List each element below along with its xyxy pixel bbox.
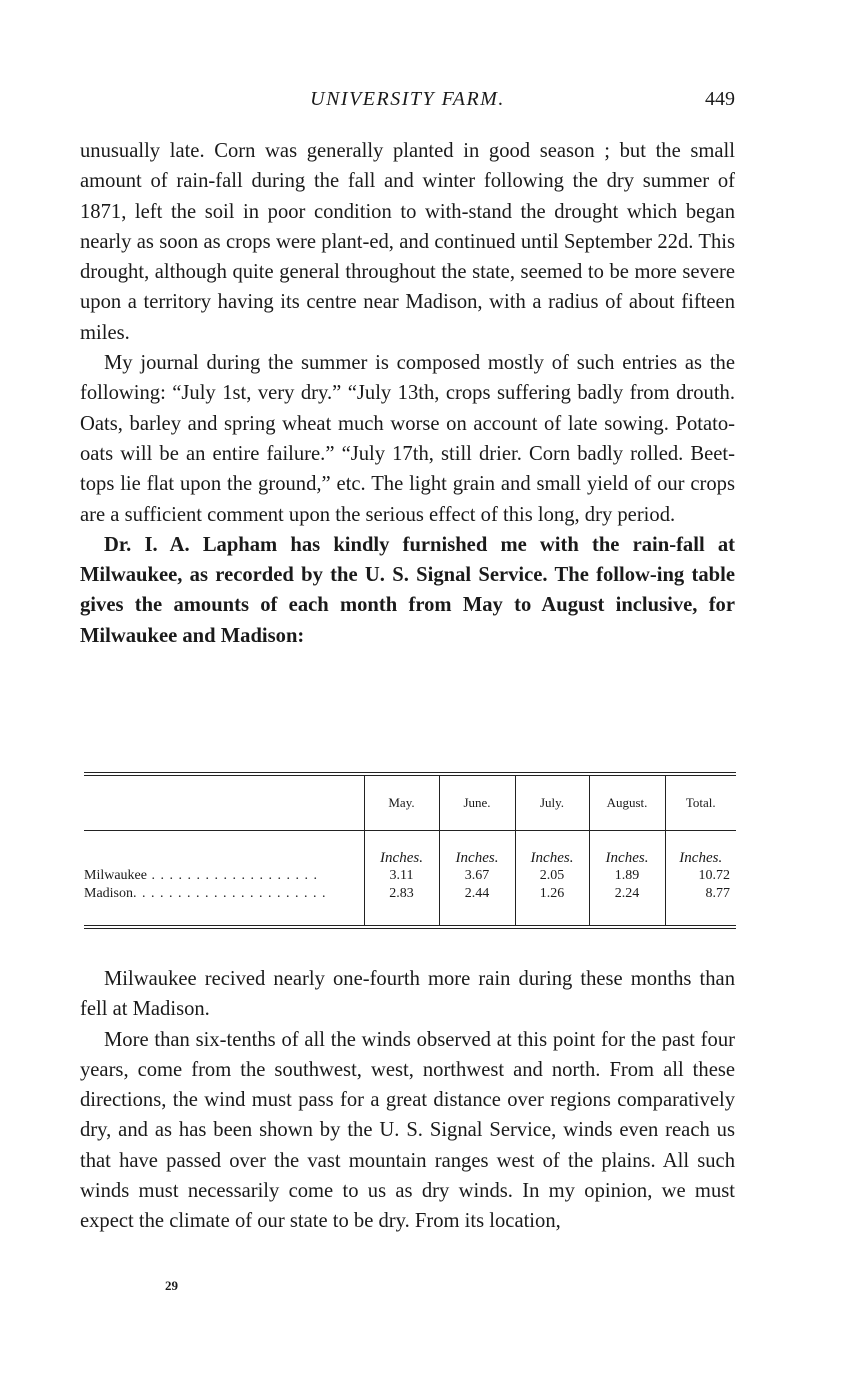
- column-header-total: Total.: [665, 774, 736, 831]
- page-number: 449: [705, 88, 735, 110]
- rainfall-table: [84, 772, 736, 929]
- cell-madison-august: 2.24: [589, 885, 665, 903]
- cell-madison-total: 8.77: [665, 885, 736, 903]
- unit-total: Inches.: [665, 831, 736, 868]
- table-row: [84, 885, 736, 903]
- unit-june: Inches.: [439, 831, 515, 868]
- text-block-after-table: [80, 964, 735, 1237]
- cell-milwaukee-june: 3.67: [439, 867, 515, 885]
- cell-madison-may: 2.83: [364, 885, 439, 903]
- cell-milwaukee-total: 10.72: [665, 867, 736, 885]
- table-header-row: [84, 774, 736, 831]
- running-title: UNIVERSITY FARM.: [310, 88, 505, 110]
- paragraph-4: Milwaukee recived nearly one-fourth more rain during these months than fell at Madison.: [80, 968, 735, 1021]
- cell-milwaukee-august: 1.89: [589, 867, 665, 885]
- dot-leader: . . . . . . . . . . . . . . . . . . .: [146, 868, 318, 883]
- cell-milwaukee-july: 2.05: [515, 867, 589, 885]
- row-label-text: Madison: [84, 886, 133, 901]
- row-label-text: Milwaukee: [84, 868, 147, 883]
- signature-mark: 29: [165, 1278, 178, 1293]
- column-header-august: August.: [589, 774, 665, 831]
- units-row: [84, 831, 736, 868]
- row-label-milwaukee: [84, 867, 364, 885]
- table-bottom-spacer: [84, 903, 736, 927]
- paragraph-1: unusually late. Corn was generally planted in good season ; but the small amount of rain-fall during the fall and winter following the dry summer of 1871, left the soil in poor condition to with-stand the drought which began nearly as soon as crops were plant-ed, and continued until September 22d. This drought, although quite general throughout the state, seemed to be more severe upon a territory having its centre near Madison, with a radius of about fifteen miles.: [80, 140, 735, 344]
- paragraph-5: More than six-tenths of all the winds observed at this point for the past four years, come from the southwest, west, northwest and north. From all these directions, the wind must pass for a great distance over regions comparatively dry, and as has been shown by the U. S. Signal Service, winds even reach us that have passed over the vast mountain ranges west of the plains. All such winds must necessarily come to us as dry winds. In my opinion, we must expect the climate of our state to be dry. From its location,: [80, 1028, 735, 1233]
- unit-august: Inches.: [589, 831, 665, 868]
- text-block-before-table: [80, 136, 735, 651]
- cell-madison-july: 1.26: [515, 885, 589, 903]
- table-row: [84, 867, 736, 885]
- column-header-july: July.: [515, 774, 589, 831]
- column-header-june: June.: [439, 774, 515, 831]
- running-head: [80, 88, 735, 114]
- row-label-madison: [84, 885, 364, 903]
- dot-leader: . . . . . . . . . . . . . . . . . . . . . .: [133, 886, 327, 901]
- paragraph-2: My journal during the summer is composed mostly of such entries as the following: “July 1st, very dry.” “July 13th, crops suffering badly from drouth. Oats, barley and spring wheat much worse on account of late sowing. Potato-oats will be an entire failure.” “July 17th, still drier. Corn badly rolled. Beet-tops lie flat upon the ground,” etc. The light grain and small yield of our crops are a sufficient comment upon the serious effect of this long, dry period.: [80, 352, 735, 526]
- table-header-blank: [84, 774, 364, 831]
- unit-may: Inches.: [364, 831, 439, 868]
- paragraph-3: Dr. I. A. Lapham has kindly furnished me with the rain-fall at Milwaukee, as recorded by the U. S. Signal Service. The follow-ing table gives the amounts of each month from May to August inclusive, for Milwaukee and Madison:: [80, 533, 735, 647]
- column-header-may: May.: [364, 774, 439, 831]
- cell-milwaukee-may: 3.11: [364, 867, 439, 885]
- units-row-blank: [84, 831, 364, 868]
- cell-madison-june: 2.44: [439, 885, 515, 903]
- unit-july: Inches.: [515, 831, 589, 868]
